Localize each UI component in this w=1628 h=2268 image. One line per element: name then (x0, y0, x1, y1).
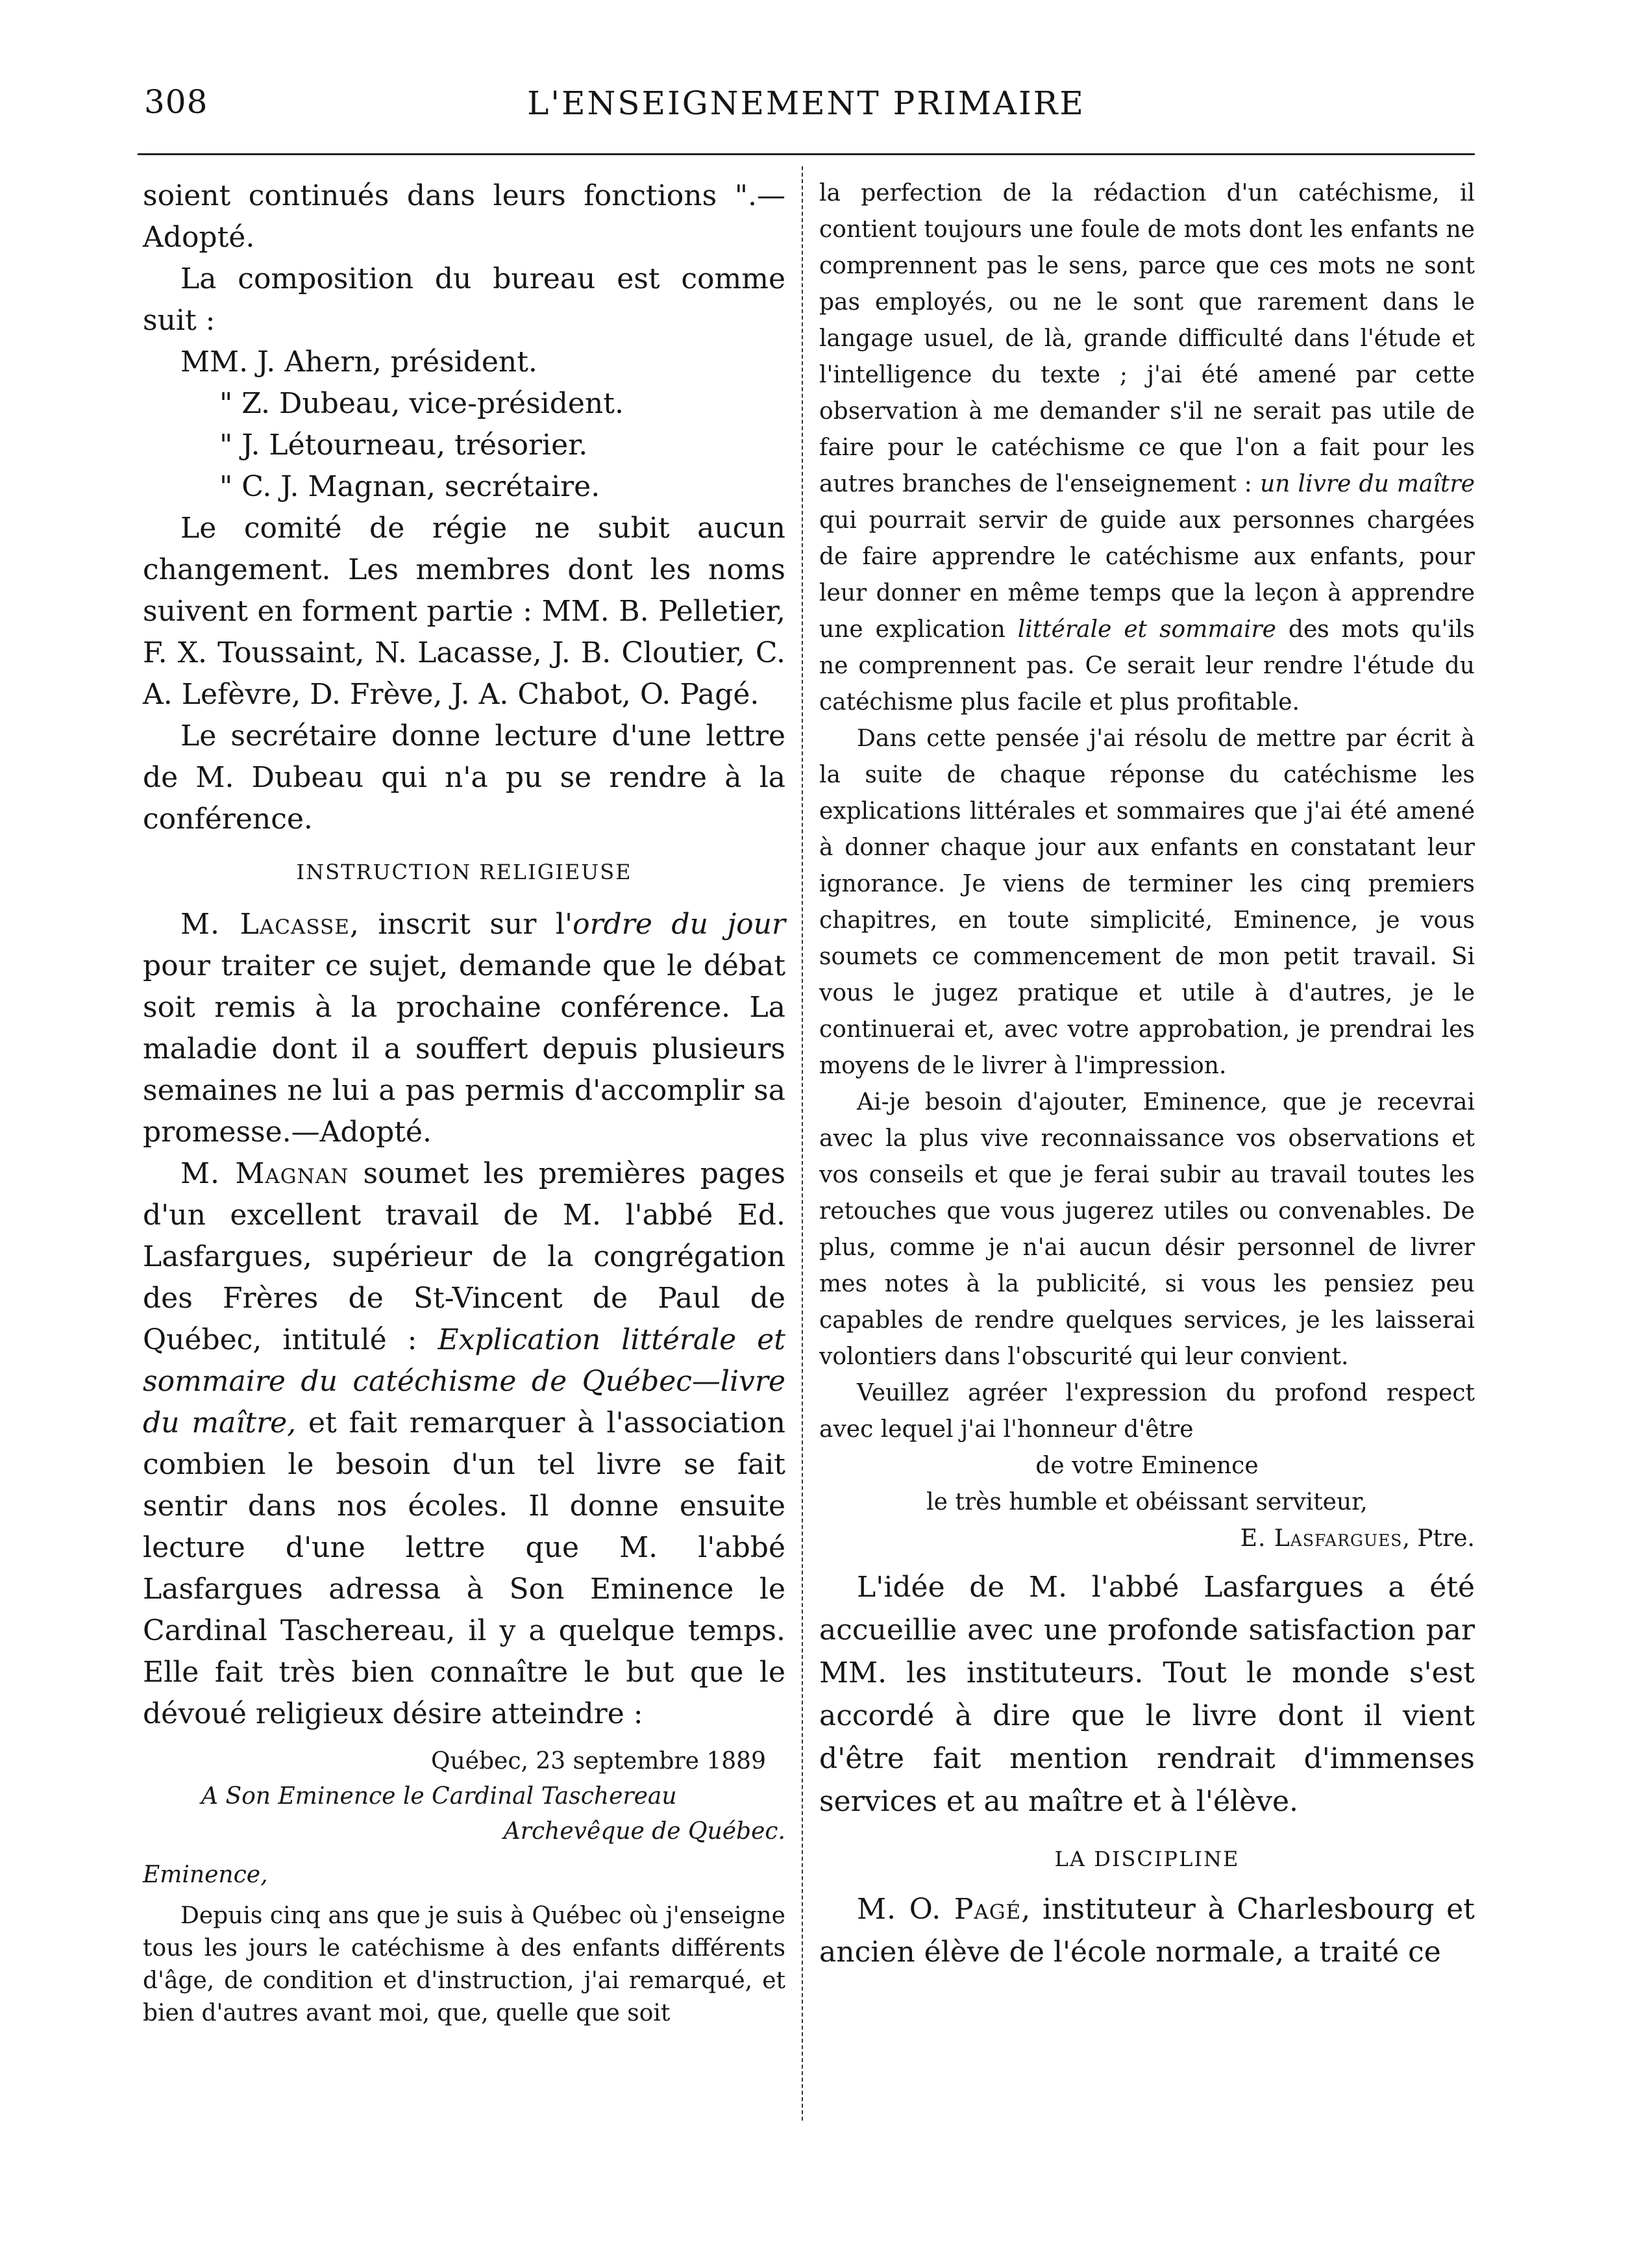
letter-paragraph: Veuillez agréer l'expression du profond respect avec lequel j'ai l'honneur d'être (819, 1380, 1475, 1443)
roster-line: " J. Létourneau, trésorier. (219, 429, 588, 462)
speaker-name: M. Magnan (180, 1157, 349, 1190)
roster-line: " C. J. Magnan, secrétaire. (219, 470, 600, 503)
book-title: Explication littérale et sommaire du catéchisme de Québec—livre du maître, (143, 1323, 785, 1439)
page-header (138, 78, 1475, 143)
left-column (143, 175, 785, 2030)
speaker-name: M. O. Pagé (857, 1893, 1022, 1926)
bureau-roster (143, 342, 785, 508)
paragraph: L'idée de M. l'abbé Lasfargues a été accueillie avec une profonde satisfaction par MM. les instituteurs. Tout le monde s'est accordé à dire que le livre dont il vient d'être fait mention rendrait d'immenses services et au maître et à l'élève. (819, 1571, 1475, 1818)
speaker-name: M. Lacasse (180, 908, 350, 941)
right-column (819, 175, 1475, 1974)
section-heading: INSTRUCTION RELIGIEUSE (296, 860, 632, 884)
page-number: 308 (144, 83, 208, 121)
paragraph: soient continués dans leurs fonctions ".— Adopté. (143, 179, 785, 254)
section-heading: LA DISCIPLINE (1054, 1847, 1240, 1871)
roster-line: MM. J. Ahern, président. (180, 345, 537, 379)
paragraph: M. Lacasse, inscrit sur l'ordre du jour pour traiter ce sujet, demande que le débat soit remis à la prochaine conférence. La maladie dont il a souffert depuis plusieurs semaines ne lui a pas permis d'accomplir sa promesse.—Adopté. (143, 908, 785, 1149)
paragraph: La composition du bureau est comme suit : (143, 262, 785, 337)
letter-paragraph: Dans cette pensée j'ai résolu de mettre par écrit à la suite de chaque réponse du catéchisme les explications littérales et sommaires que j'ai été amené à donner chaque jour aux enfants en constatant leur ignorance. Je viens de terminer les cinq premiers chapitres, en toute simplicité, Eminence, je vous soumets ce commencement de mon petit travail. Si vous le jugez pratique et utile à d'autres, je le continuerai et, avec votre approbation, je prendrai les moyens de le livrer à l'impression. (819, 725, 1475, 1079)
column-divider (802, 166, 803, 2121)
letter-paragraph: la perfection de la rédaction d'un catéchisme, il contient toujours une foule de mots dont les enfants ne comprennent pas le sens, parce que ces mots ne sont pas employés, ou ne le sont que rarement dans le langage usuel, de là, grande difficulté dans l'étude et l'intelligence du texte ; j'ai été amené par cette observation à me demander s'il ne serait pas utile de faire pour le catéchisme ce que l'on a fait pour les autres branches de l'enseignement : un livre du maître qui pourrait servir de guide aux personnes chargées de faire apprendre le catéchisme aux enfants, pour leur donner en même temps que la leçon à apprendre une explication littérale et sommaire des mots qu'ils ne comprennent pas. Ce serait leur rendre l'étude du catéchisme plus facile et plus profitable. (819, 180, 1475, 716)
paragraph: M. O. Pagé, instituteur à Charlesbourg et ancien élève de l'école normale, a traité ce (819, 1893, 1475, 1969)
letter-salutation: Eminence, (143, 1862, 268, 1888)
roster-line: " Z. Dubeau, vice-président. (219, 387, 624, 420)
letter-closing: de votre Eminence (1035, 1452, 1259, 1479)
letter-paragraph: Depuis cinq ans que je suis à Québec où j'enseigne tous les jours le catéchisme à des enfants différents d'âge, de condition et d'instruction, j'ai remarqué, et bien d'autres avant moi, que, quelle que soit (143, 1902, 785, 2026)
letter-place: Archevêque de Québec. (503, 1818, 785, 1845)
letter-closing: le très humble et obéissant serviteur, (926, 1489, 1368, 1515)
header-rule (138, 153, 1475, 155)
letter-addressee: A Son Eminence le Cardinal Taschereau (201, 1783, 677, 1810)
letter-paragraph: Ai-je besoin d'ajouter, Eminence, que je recevrai avec la plus vive reconnaissance vos observations et vos conseils et que je ferai subir au travail toutes les retouches que vous jugerez utiles ou convenables. De plus, comme je n'ai aucun désir personnel de livrer mes notes à la publicité, si vous les pensiez peu capables de rendre quelques services, je les laisserai volontiers dans l'obscurité qui leur convient. (819, 1089, 1475, 1370)
letter-dateline: Québec, 23 septembre 1889 (430, 1748, 766, 1775)
paragraph: M. Magnan soumet les premières pages d'un excellent travail de M. l'abbé Ed. Lasfargues, supérieur de la congrégation des Frères de St-Vincent de Paul de Québec, intitulé : Explication littérale et sommaire du catéchisme de Québec—livre du maître, et fait remarquer à l'association combien le besoin d'un tel livre se fait sentir dans nos écoles. Il donne ensuite lecture d'une lettre que M. l'abbé Lasfargues adressa à Son Eminence le Cardinal Taschereau, il y a quelque temps. Elle fait très bien connaître le but que le dévoué religieux désire atteindre : (143, 1157, 785, 1730)
paragraph: Le secrétaire donne lecture d'une lettre de M. Dubeau qui n'a pu se rendre à la conférence. (143, 719, 785, 836)
paragraph: Le comité de régie ne subit aucun changement. Les membres dont les noms suivent en forment partie : MM. B. Pelletier, F. X. Toussaint, N. Lacasse, J. B. Cloutier, C. A. Lefèvre, D. Frève, J. A. Chabot, O. Pagé. (143, 512, 785, 711)
running-title: L'ENSEIGNEMENT PRIMAIRE (527, 84, 1085, 122)
letter-signature: E. Lasfargues, Ptre. (1240, 1525, 1475, 1552)
